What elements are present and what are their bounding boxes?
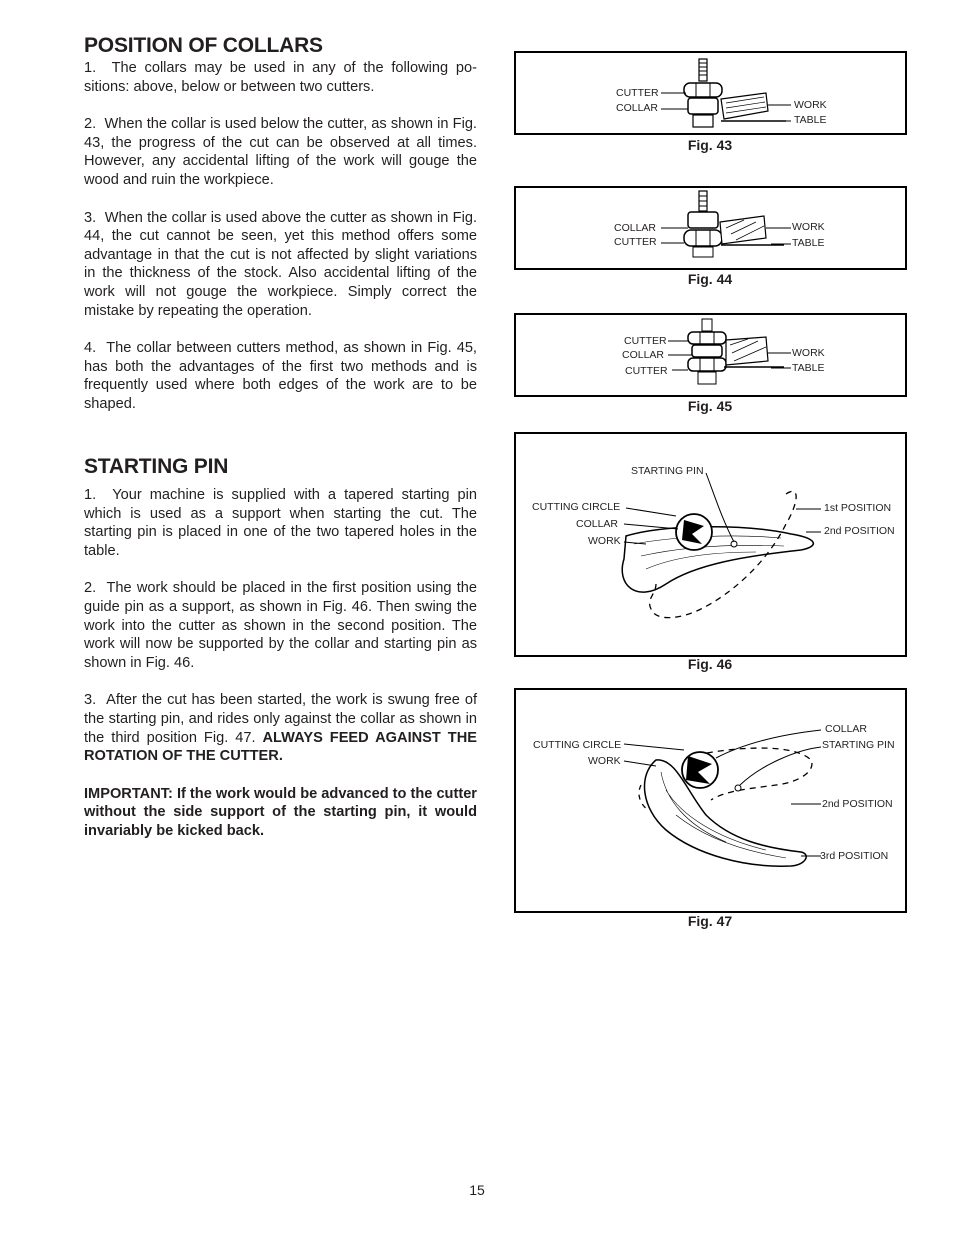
label-cutter-bottom: CUTTER [625, 365, 668, 377]
label-cutter-top: CUTTER [624, 335, 667, 347]
paragraph [84, 691, 477, 765]
label-work: WORK [792, 221, 825, 233]
label-collar: COLLAR [614, 222, 657, 234]
fig44-caption: Fig. 44 [687, 271, 733, 287]
fig44-illustration [516, 188, 905, 268]
label-1st-position: 1st POSITION [824, 502, 892, 514]
paragraph: 2. The work should be placed in the first position using the guide pin as a support, as shown in Fig. 46. Then swing the work into the cutter as shown in the second position. The work will now be supported by the collar and starting pin as shown in Fig. 46. [84, 580, 477, 671]
section-heading: STARTING PIN [84, 455, 229, 478]
position-of-collars-section [84, 33, 477, 414]
label-table: TABLE [792, 362, 825, 374]
paragraph: 1. The collars may be used in any of the following po-sitions: above, below or between two cutters. [84, 60, 477, 95]
paragraph: 4. The collar between cutters method, as shown in Fig. 45, has both the advantages of the first two methods and is frequently used where both edges of the work are to be shaped. [84, 340, 477, 412]
fig45-caption: Fig. 45 [687, 398, 733, 414]
page-number: 15 [469, 1182, 485, 1198]
label-collar: COLLAR [622, 349, 665, 361]
fig43-illustration [516, 53, 905, 133]
label-3rd-position: 3rd POSITION [820, 850, 889, 862]
label-cutting-circle: CUTTING CIRCLE [532, 501, 621, 513]
label-collar: COLLAR [576, 518, 619, 530]
important-note [84, 785, 477, 841]
label-collar: COLLAR [825, 723, 868, 735]
label-work: WORK [792, 347, 825, 359]
label-2nd-position: 2nd POSITION [822, 798, 893, 810]
important-text: IMPORTANT: If the work would be advanced to the cutter without the side support of the starting pin, it would invariably be kicked back. [84, 785, 477, 839]
paragraph: 1. Your machine is supplied with a tapered starting pin which is used as a support when starting the cut. The starting pin is placed in one of the two tapered holes in the table. [84, 487, 477, 559]
section-heading: POSITION OF COLLARS [84, 34, 323, 57]
label-starting-pin: STARTING PIN [822, 739, 895, 751]
label-cutter: CUTTER [616, 87, 659, 99]
figure-45 [514, 313, 907, 397]
label-cutter: CUTTER [614, 236, 657, 248]
label-work: WORK [588, 755, 621, 767]
figure-47 [514, 688, 907, 913]
paragraph: 3. When the collar is used above the cutter as shown in Fig. 44, the cut cannot be seen, yet this method offers some advantage in that the cut is not affected by slight variations in the thickness of the stock. Also accidental lifting of the work will not gouge the workpiece. Simply correct the mistake by repeating the operation. [84, 209, 477, 319]
fig47-caption: Fig. 47 [687, 913, 733, 929]
warning-text: ALWAYS FEED AGAINST THE ROTATION OF THE CUTTER. [84, 729, 477, 765]
label-2nd-position: 2nd POSITION [824, 525, 895, 537]
label-table: TABLE [794, 114, 827, 126]
label-work: WORK [588, 535, 621, 547]
fig45-illustration [516, 315, 905, 395]
paragraph-text: 3. After the cut has been started, the work is swung free of the starting pin, and rides only against the collar as shown in the third position Fig. 47. [84, 692, 477, 746]
label-collar: COLLAR [616, 102, 659, 114]
figure-43 [514, 51, 907, 135]
figure-46 [514, 432, 907, 657]
label-starting-pin: STARTING PIN [631, 465, 704, 477]
label-cutting-circle: CUTTING CIRCLE [533, 739, 622, 751]
fig46-illustration [516, 434, 905, 655]
paragraph: 2. When the collar is used below the cutter, as shown in Fig. 43, the progress of the cut can be observed at all times. However, any accidental lifting of the work will gouge the wood and ruin the workpiece. [84, 116, 477, 188]
fig46-caption: Fig. 46 [687, 656, 733, 672]
label-work: WORK [794, 99, 827, 111]
figure-44 [514, 186, 907, 270]
fig43-caption: Fig. 43 [687, 137, 733, 153]
label-table: TABLE [792, 237, 825, 249]
starting-pin-section [84, 454, 477, 841]
